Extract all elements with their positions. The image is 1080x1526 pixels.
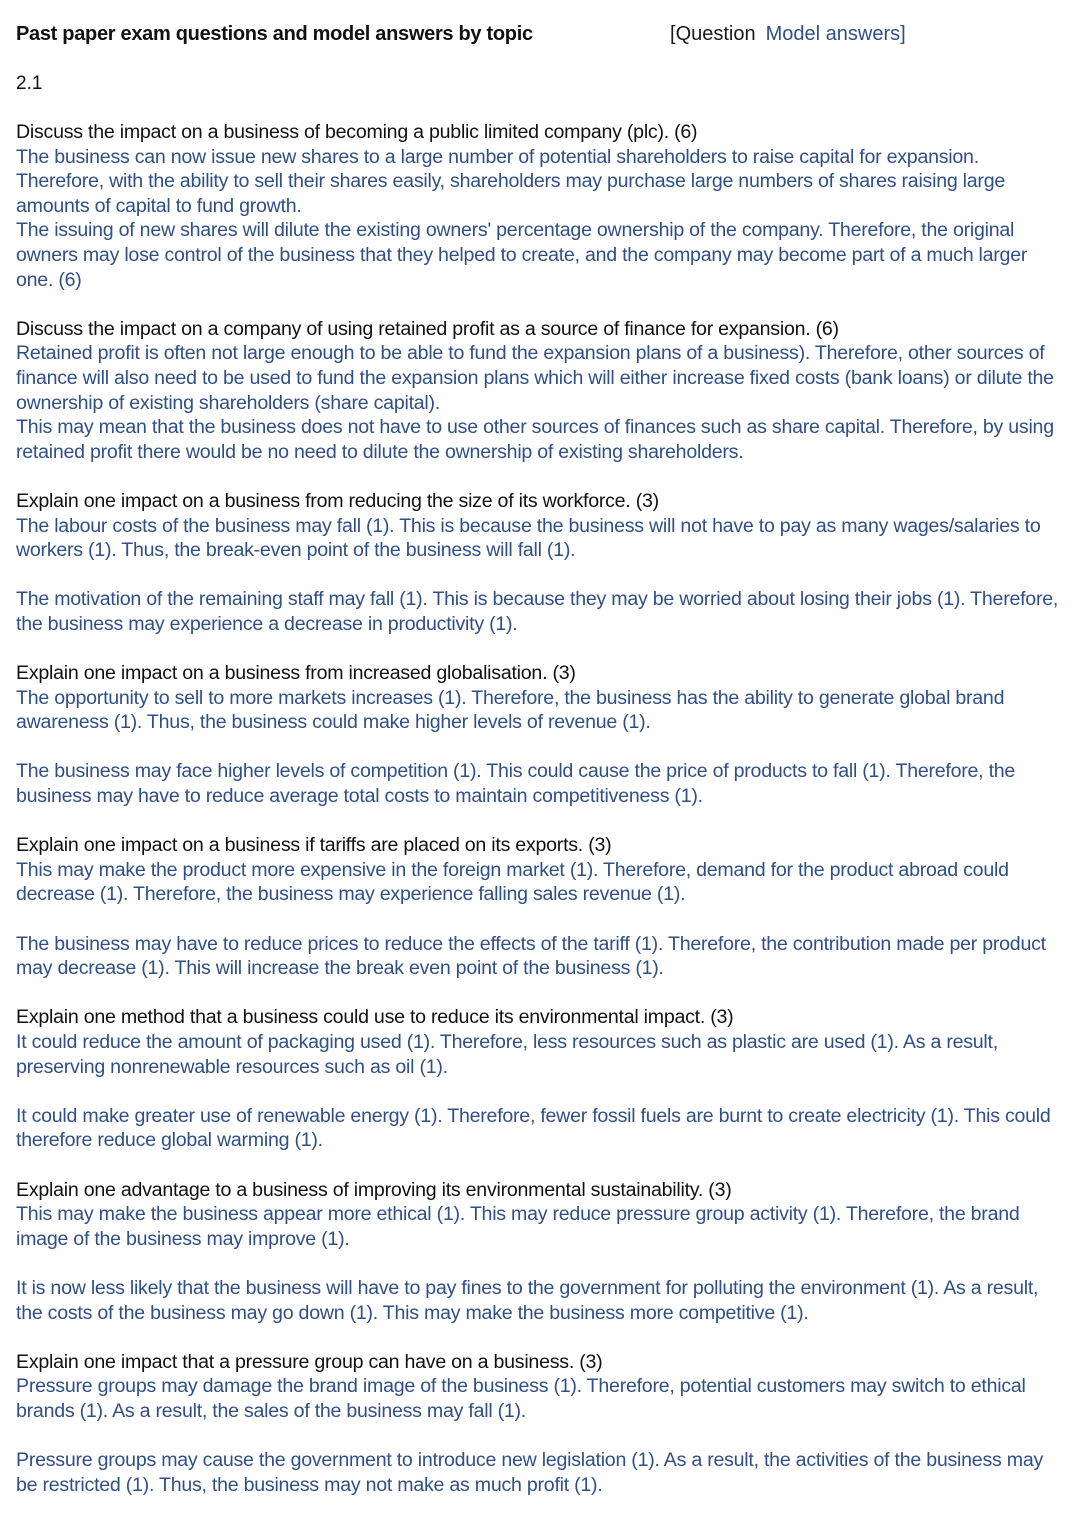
answer-block <box>16 1448 1066 1497</box>
model-answer: The motivation of the remaining staff may fall (1). This is because they may be worried about losing their jobs (1). Therefore, the business may experience a decrease in productivity (1). <box>16 588 1059 635</box>
legend-model-answers <box>766 23 906 45</box>
qa-block <box>16 120 1066 292</box>
qa-block <box>16 489 1066 563</box>
qa-block <box>16 1350 1066 1424</box>
document-page <box>16 0 1066 1496</box>
answer-block <box>16 759 1066 808</box>
model-answer: This may mean that the business does not have to use other sources of finances such as share capital. Therefore, by using retained profit there would be no need to dilute the ownership of existing shareholders. <box>16 416 1054 463</box>
model-answer: It is now less likely that the business will have to pay fines to the government for polluting the environment (1). As a result, the costs of the business may go down (1). This may make the business more competitive (1). <box>16 1276 1039 1324</box>
question-text: Discuss the impact on a business of becoming a public limited company (plc). (6) <box>16 121 698 143</box>
qa-block <box>16 661 1066 735</box>
question-text: Explain one impact on a business from reducing the size of its workforce. (3) <box>16 489 659 512</box>
model-answer: Retained profit is often not large enough to be able to fund the expansion plans of a business). Therefore, other sources of finance will also need to be used to fund the expansion plans which will either increase fixed costs (bank loans) or dilute the ownership of existing shareholders (share capital). <box>16 342 1054 414</box>
qa-block <box>16 1178 1066 1252</box>
model-answer: It could reduce the amount of packaging used (1). Therefore, less resources such as plastic are used (1). As a result, preserving nonrenewable resources such as oil (1). <box>16 1030 998 1078</box>
model-answer: Pressure groups may damage the brand image of the business (1). Therefore, potential customers may switch to ethical brands (1). As a result, the sales of the business may fall (1). <box>16 1375 1026 1422</box>
answer-block <box>16 587 1066 636</box>
legend-question: Question <box>675 23 756 45</box>
qa-block <box>16 1005 1066 1079</box>
legend-open-bracket: [ <box>670 23 676 45</box>
model-answer: This may make the product more expensive in the foreign market (1). Therefore, demand for the product abroad could decrease (1). Therefore, the business may experience falling sales revenue (1). <box>16 858 1009 906</box>
color-legend <box>670 23 906 46</box>
model-answer: Pressure groups may cause the government to introduce new legislation (1). As a result, the activities of the business may be restricted (1). Thus, the business may not make as much profit (1). <box>16 1449 1044 1496</box>
model-answer: The business may have to reduce prices to reduce the effects of the tariff (1). Therefore, the contribution made per product may decrease (1). This will increase the break even point of the business (1). <box>16 932 1046 980</box>
model-answer: The labour costs of the business may fall (1). This is because the business will not have to pay as many wages/salaries to workers (1). Thus, the break-even point of the business will fall (1). <box>16 514 1041 562</box>
legend-model-answers-label: Model answers <box>765 23 901 45</box>
answer-block <box>16 932 1066 981</box>
model-answer: The business can now issue new shares to a large number of potential shareholders to raise capital for expansion. Therefore, with the ability to sell their shares easily, shareholders may purchase large numbers of shares raising large amounts of capital to fund growth. <box>16 145 1005 217</box>
qa-block <box>16 833 1066 907</box>
topic-number: 2.1 <box>16 73 43 94</box>
question-text: Explain one impact on a business from increased globalisation. (3) <box>16 662 576 685</box>
model-answer: This may make the business appear more ethical (1). This may reduce pressure group activity (1). Therefore, the brand image of the business may improve (1). <box>16 1203 1020 1250</box>
model-answer: The business may face higher levels of competition (1). This could cause the price of products to fall (1). Therefore, the business may have to reduce average total costs to maintain competitiveness (1). <box>16 760 1016 808</box>
qa-block <box>16 317 1066 465</box>
question-text: Explain one impact that a pressure group can have on a business. (3) <box>16 1350 603 1373</box>
question-text: Explain one method that a business could use to reduce its environmental impact. (3) <box>16 1006 734 1029</box>
question-text: Explain one impact on a business if tariffs are placed on its exports. (3) <box>16 834 612 857</box>
document-title: Past paper exam questions and model answers by topic <box>16 23 533 45</box>
legend-close-bracket: ] <box>900 23 906 45</box>
answer-block <box>16 1276 1066 1325</box>
model-answer: It could make greater use of renewable energy (1). Therefore, fewer fossil fuels are burnt to create electricity (1). This could therefore reduce global warming (1). <box>16 1104 1051 1152</box>
model-answer: The opportunity to sell to more markets increases (1). Therefore, the business has the ability to generate global brand awareness (1). Thus, the business could make higher levels of revenue (1). <box>16 686 1005 734</box>
model-answer: The issuing of new shares will dilute the existing owners' percentage ownership of the company. Therefore, the original owners may lose control of the business that they helped to create, and the company may become part of a much larger one. (6) <box>16 219 1028 291</box>
answer-block <box>16 1104 1066 1153</box>
qa-list <box>16 120 1066 1522</box>
question-text: Discuss the impact on a company of using retained profit as a source of finance for expansion. (6) <box>16 317 839 340</box>
question-text: Explain one advantage to a business of improving its environmental sustainability. (3) <box>16 1178 732 1201</box>
document-header <box>16 0 1066 70</box>
